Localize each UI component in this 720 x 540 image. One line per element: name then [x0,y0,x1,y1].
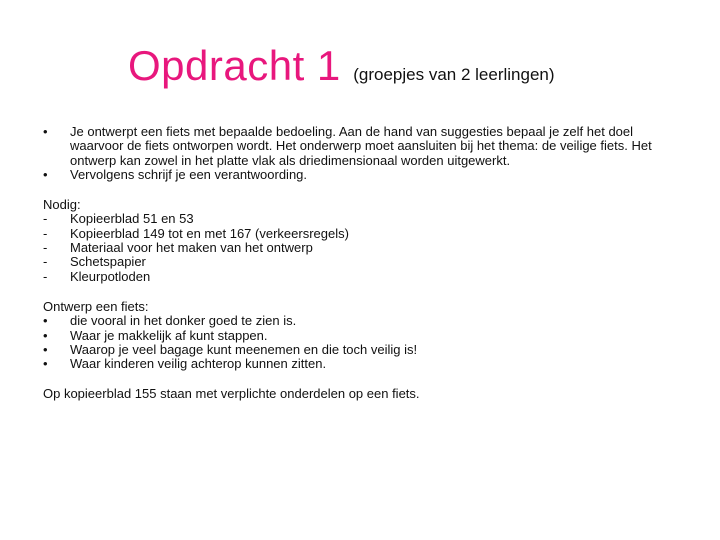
title-subtitle: (groepjes van 2 leerlingen) [353,65,555,84]
dash-marker: - [43,254,48,270]
intro-list [43,125,688,182]
bullet-marker: • [43,124,48,139]
design-item [43,357,688,371]
dash-marker: - [43,225,48,241]
design-item [43,314,688,328]
slide-title [128,42,555,90]
design-item [43,329,688,343]
dash-marker: - [43,211,48,227]
design-label: Ontwerp een fiets: [43,298,149,314]
intro-item-text: Je ontwerpt een fiets met bepaalde bedoeling. Aan de hand van suggesties bepaal je zelf het doel waarvoor de fiets ontworpen wordt. Het onderwerp moet aansluiten bij het thema: de veilige fiets. Het ontwerp kan zowel in het platte vlak als driedimensionaal worden uitgewerkt. [70,124,652,168]
design-item-text: Waar kinderen veilig achterop kunnen zitten. [70,356,327,372]
needed-item-text: Materiaal voor het maken van het ontwerp [70,240,313,256]
bullet-marker: • [43,356,48,372]
bullet-marker: • [43,327,48,343]
design-section [43,300,688,371]
design-item [43,343,688,357]
design-item-text: Waarop je veel bagage kunt meenemen en die toch veilig is! [70,341,418,357]
needed-item-text: Kopieerblad 51 en 53 [70,211,194,227]
dash-marker: - [43,240,48,256]
intro-item-text: Vervolgens schrijf je een verantwoording. [70,166,308,182]
needed-item-text: Schetspapier [70,254,146,270]
needed-item-text: Kleurpotloden [70,268,151,284]
needed-section [43,198,688,284]
needed-item [43,255,688,269]
intro-item [43,125,688,168]
design-item-text: Waar je makkelijk af kunt stappen. [70,327,268,343]
needed-label: Nodig: [43,197,81,213]
title-main: Opdracht 1 [128,42,341,89]
bullet-marker: • [43,341,48,357]
intro-item [43,168,688,182]
bullet-marker: • [43,166,48,182]
design-item-text: die vooral in het donker goed te zien is. [70,313,297,329]
needed-item [43,270,688,284]
dash-marker: - [43,268,48,284]
needed-item [43,241,688,255]
needed-item-text: Kopieerblad 149 tot en met 167 (verkeersregels) [70,225,349,241]
needed-list [43,212,688,283]
final-note: Op kopieerblad 155 staan met verplichte onderdelen op een fiets. [43,386,420,402]
bullet-marker: • [43,313,48,329]
needed-item [43,212,688,226]
design-list [43,314,688,371]
needed-item [43,227,688,241]
slide-content [43,125,688,402]
